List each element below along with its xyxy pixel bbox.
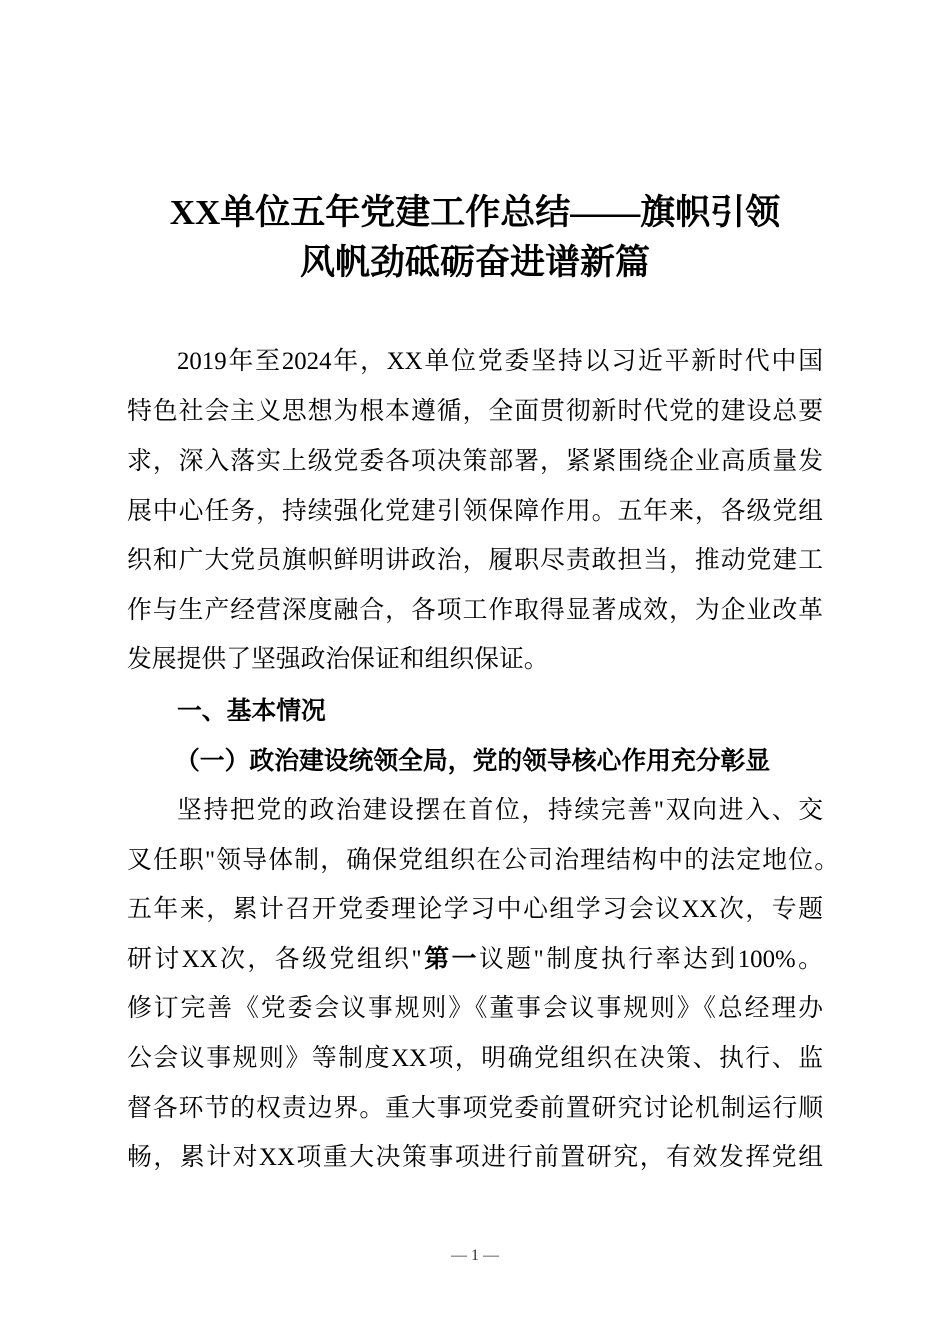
paragraph-line: 展中心任务，持续强化党建引领保障作用。五年来，各级党组 [127,498,823,525]
paragraph-line: 发展提供了坚强政治保证和组织保证。 [127,646,549,673]
paragraph-line: 作与生产经营深度融合，各项工作取得显著成效，为企业改革 [127,597,823,624]
paragraph-line: 畅，累计对XX项重大决策事项进行前置研究，有效发挥党组 [127,1144,823,1171]
document-title-line-1: XX单位五年党建工作总结——旗帜引领 [169,193,781,232]
paragraph-line: 叉任职"领导体制，确保党组织在公司治理结构中的法定地位。 [127,847,839,874]
bold-text: 第一 [421,946,479,973]
text-segment: 研讨XX次，各级党组织" [127,946,422,973]
paragraph-line: 督各环节的权责边界。重大事项党委前置研究讨论机制运行顺 [127,1095,823,1122]
paragraph-line: 特色社会主义思想为根本遵循，全面贯彻新时代党的建设总要 [127,398,823,425]
paragraph-line: 修订完善《党委会议事规则》《董事会议事规则》《总经理办 [127,995,823,1022]
paragraph-line: 2019年至2024年，XX单位党委坚持以习近平新时代中国 [177,348,823,375]
document-title-line-2: 风帆劲砥砺奋进谱新篇 [299,243,650,282]
paragraph-line: 求，深入落实上级党委各项决策部署，紧紧围绕企业高质量发 [127,448,823,475]
subsection-heading: （一）政治建设统领全局，党的领导核心作用充分彰显 [175,748,771,775]
page-number: — 1 — [451,1247,499,1264]
text-segment: 议题"制度执行率达到100%。 [478,946,823,973]
paragraph-line: 五年来，累计召开党委理论学习中心组学习会议XX次，专题 [127,896,823,923]
paragraph-line [127,945,823,975]
paragraph-line: 坚持把党的政治建设摆在首位，持续完善"双向进入、交 [177,797,823,824]
paragraph-line: 织和广大党员旗帜鲜明讲政治，履职尽责敢担当，推动党建工 [127,547,823,574]
paragraph-line: 公会议事规则》等制度XX项，明确党组织在决策、执行、监 [127,1045,823,1072]
section-heading: 一、基本情况 [177,698,326,725]
